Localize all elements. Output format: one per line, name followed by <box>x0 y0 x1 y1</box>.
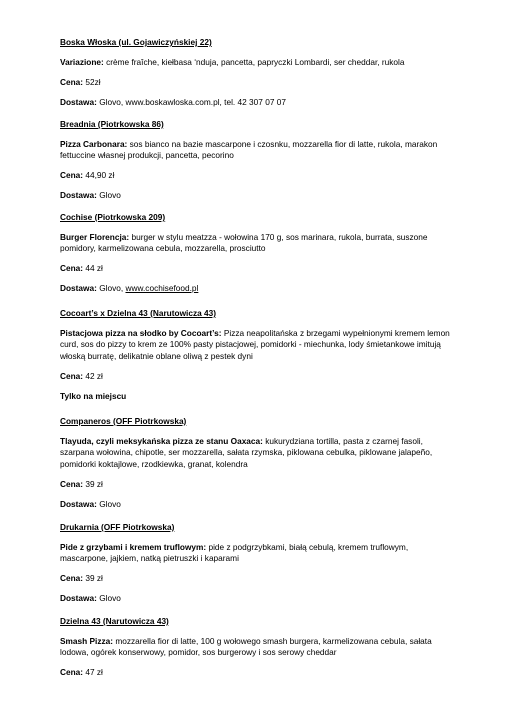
delivery-label: Dostawa: <box>60 283 97 294</box>
price-label: Cena: <box>60 478 84 489</box>
price-label: Cena: <box>60 170 84 181</box>
restaurant-title: Boska Włoska (ul. Gojawiczyńskiej 22) <box>60 37 212 47</box>
dish-name: Pide z grzybami i kremem truflowym: <box>60 541 207 552</box>
restaurant-title: Companeros (OFF Piotrkowska) <box>60 416 187 426</box>
dish-ingredients: burger w stylu meatzza - wołowina 170 g, sos marinara, rukola, burrata, suszone pomidory, karmelizowana cebula, mozzarella, prosciutto <box>60 231 428 254</box>
price-line <box>60 667 452 678</box>
restaurant-entry <box>60 37 452 108</box>
restaurant-entry <box>60 212 452 295</box>
price-value: 42 zł <box>83 370 103 381</box>
price-value: 39 zł <box>83 478 103 489</box>
availability-note <box>60 391 452 402</box>
restaurant-entry <box>60 616 452 679</box>
delivery-line <box>60 593 452 604</box>
dish-description <box>60 542 452 565</box>
delivery-label: Dostawa: <box>60 190 97 201</box>
price-line <box>60 170 452 181</box>
dish-description <box>60 636 452 659</box>
dish-name: Burger Florencja: <box>60 231 130 242</box>
price-line <box>60 263 452 274</box>
dish-description <box>60 232 452 255</box>
delivery-value: Glovo, www.boskawloska.com.pl, tel. 42 307 07 07 <box>96 96 286 107</box>
dish-ingredients: pide z podgrzybkami, białą cebulą, kremem truflowym, mascarpone, jajkiem, natką pietruszki i kaparami <box>60 541 409 564</box>
restaurant-title: Cochise (Piotrkowska 209) <box>60 212 166 222</box>
price-value: 39 zł <box>83 573 103 584</box>
price-label: Cena: <box>60 573 84 584</box>
price-label: Cena: <box>60 76 84 87</box>
price-value: 44,90 zł <box>83 170 115 181</box>
dish-ingredients: mozzarella fior di latte, 100 g wołowego smash burgera, karmelizowana cebula, sałata lodowa, ogórek konserwowy, pomidor, sos burgerowy i sos serowy cheddar <box>60 635 432 658</box>
delivery-value: Glovo <box>96 593 121 604</box>
dish-name: Pistacjowa pizza na słodko by Cocoart’s: <box>60 327 222 338</box>
delivery-line <box>60 283 452 294</box>
dish-name: Variazione: <box>60 56 104 67</box>
restaurant-entry <box>60 119 452 202</box>
dish-description <box>60 436 452 470</box>
delivery-value: Glovo, <box>96 283 126 294</box>
delivery-value: Glovo <box>96 190 121 201</box>
price-label: Cena: <box>60 370 84 381</box>
note-label: Tylko na miejscu <box>60 390 127 401</box>
dish-ingredients: kukurydziana tortilla, pasta z czarnej fasoli, szarpana wołowina, chipotle, ser mozzarella, sałata rzymska, piklowana cebulka, piklowane jalapeño, pomidorki koktajlowe, rzodkiewka, granat, kolendra <box>60 435 433 469</box>
restaurant-title: Cocoart’s x Dzielna 43 (Narutowicza 43) <box>60 308 217 318</box>
restaurant-title: Dzielna 43 (Narutowicza 43) <box>60 616 169 626</box>
delivery-label: Dostawa: <box>60 498 97 509</box>
price-value: 52zł <box>83 76 101 87</box>
delivery-label: Dostawa: <box>60 96 97 107</box>
price-value: 44 zł <box>83 263 103 274</box>
delivery-line <box>60 499 452 510</box>
dish-name: Smash Pizza: <box>60 635 114 646</box>
dish-name: Tlayuda, czyli meksykańska pizza ze stanu Oaxaca: <box>60 435 263 446</box>
restaurant-entry <box>60 522 452 605</box>
delivery-line <box>60 97 452 108</box>
dish-name: Pizza Carbonara: <box>60 138 128 149</box>
dish-description <box>60 139 452 162</box>
price-value: 47 zł <box>83 667 103 678</box>
dish-ingredients: Pizza neapolitańska z brzegami wypełnionymi kremem lemon curd, sos do pizzy to krem ze 100% pasty pistacjowej, pomidorki - miechunka, lody śmietankowe imitują włoską burratę, delikatnie oblane oliwą z pestek dyni <box>60 327 450 361</box>
dish-description <box>60 328 452 362</box>
price-label: Cena: <box>60 667 84 678</box>
restaurant-title: Breadnia (Piotrkowska 86) <box>60 119 164 129</box>
dish-description <box>60 57 452 68</box>
delivery-line <box>60 190 452 201</box>
price-label: Cena: <box>60 263 84 274</box>
price-line <box>60 573 452 584</box>
restaurant-entry <box>60 416 452 510</box>
dish-ingredients: crème fraîche, kiełbasa ‘nduja, pancetta, papryczki Lombardi, ser cheddar, rukola <box>103 56 405 67</box>
restaurant-title: Drukarnia (OFF Piotrkowska) <box>60 522 175 532</box>
price-line <box>60 77 452 88</box>
delivery-value: Glovo <box>96 498 121 509</box>
restaurant-entry <box>60 308 452 402</box>
delivery-label: Dostawa: <box>60 593 97 604</box>
price-line <box>60 479 452 490</box>
price-line <box>60 371 452 382</box>
dish-ingredients: sos bianco na bazie mascarpone i czosnku, mozzarella fior di latte, rukola, marakon fettuccine własnej produkcji, pancetta, pecorino <box>60 138 438 161</box>
website-link[interactable]: www.cochisefood.pl <box>125 283 199 294</box>
